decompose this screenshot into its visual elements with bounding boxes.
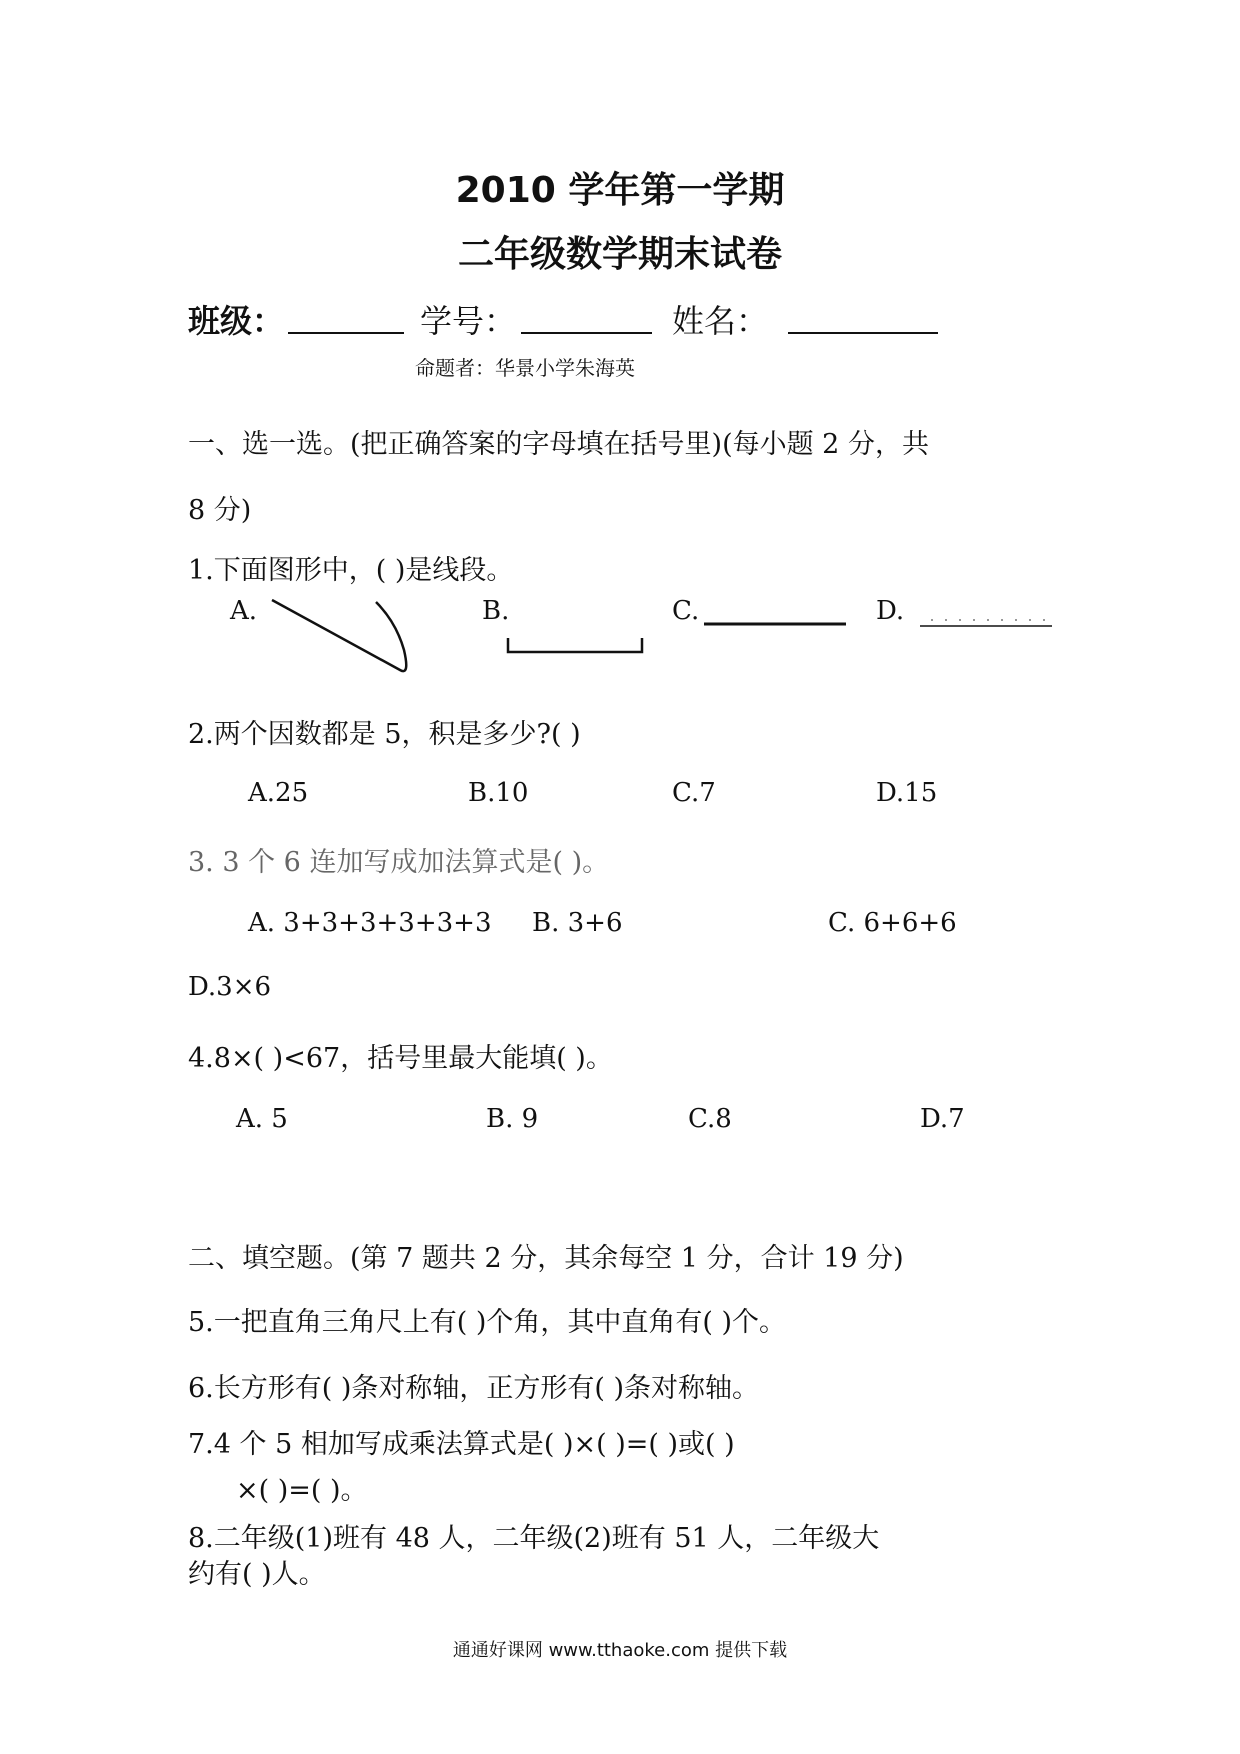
class-label: 班级： (188, 302, 285, 340)
q4-option-d: D.7 (920, 1104, 965, 1134)
class-blank[interactable] (288, 332, 404, 334)
q1-option-b: B. (482, 596, 510, 626)
q1-stem: 1.下面图形中，( )是线段。 (188, 555, 514, 586)
q1-option-a: A. (230, 596, 258, 626)
section1-heading-line2: 8 分) (188, 495, 252, 526)
student-info-row (188, 296, 1048, 346)
q2-stem: 2.两个因数都是 5，积是多少?( ) (188, 719, 581, 750)
q2-option-a: A.25 (248, 778, 309, 808)
q7-line2: ×( )=( )。 (236, 1475, 368, 1506)
q2-option-c: C.7 (672, 778, 716, 808)
q3-stem: 3. 3 个 6 连加写成加法算式是( )。 (188, 847, 610, 878)
q3-option-a: A. 3+3+3+3+3+3 (248, 908, 492, 938)
title-line-2: 二年级数学期末试卷 (457, 234, 782, 275)
q8-line2: 约有( )人。 (188, 1559, 326, 1590)
section2-heading: 二、填空题。(第 7 题共 2 分，其余每空 1 分，合计 19 分) (188, 1243, 904, 1274)
name-blank[interactable] (788, 332, 938, 334)
title-line-1: 2010 学年第一学期 (455, 170, 785, 211)
name-label: 姓名： (672, 302, 769, 340)
q1-figure-a-curve (260, 590, 420, 680)
q1-figure-b-bracket (500, 630, 650, 670)
q2-option-b: B.10 (468, 778, 529, 808)
section1-heading-line1: 一、选一选。(把正确答案的字母填在括号里)(每小题 2 分，共 (188, 429, 929, 460)
q4-option-a: A. 5 (236, 1104, 288, 1134)
q5-text: 5.一把直角三角尺上有( )个角，其中直角有( )个。 (188, 1307, 787, 1338)
q1-figure-d-line (918, 608, 1054, 632)
q1-option-c: C. (672, 596, 700, 626)
author-line: 命题者：华景小学朱海英 (415, 356, 635, 380)
q4-option-c: C.8 (688, 1104, 732, 1134)
q6-text: 6.长方形有( )条对称轴，正方形有( )条对称轴。 (188, 1373, 760, 1404)
q1-figure-c-segment (700, 614, 850, 634)
q3-option-d: D.3×6 (188, 972, 272, 1002)
q7-line1: 7.4 个 5 相加写成乘法算式是( )×( )=( )或( ) (188, 1429, 735, 1460)
q4-stem: 4.8×( )<67，括号里最大能填( )。 (188, 1043, 613, 1074)
q2-option-d: D.15 (876, 778, 938, 808)
q3-option-b: B. 3+6 (532, 908, 623, 938)
q4-option-b: B. 9 (486, 1104, 539, 1134)
student-no-label: 学号： (420, 302, 517, 340)
footer-source: 通通好课网 www.tthaoke.com 提供下载 (452, 1640, 788, 1661)
q1-option-d: D. (876, 596, 905, 626)
student-no-blank[interactable] (521, 332, 652, 334)
q3-option-c: C. 6+6+6 (828, 908, 957, 938)
q8-line1: 8.二年级(1)班有 48 人，二年级(2)班有 51 人，二年级大 (188, 1523, 880, 1554)
